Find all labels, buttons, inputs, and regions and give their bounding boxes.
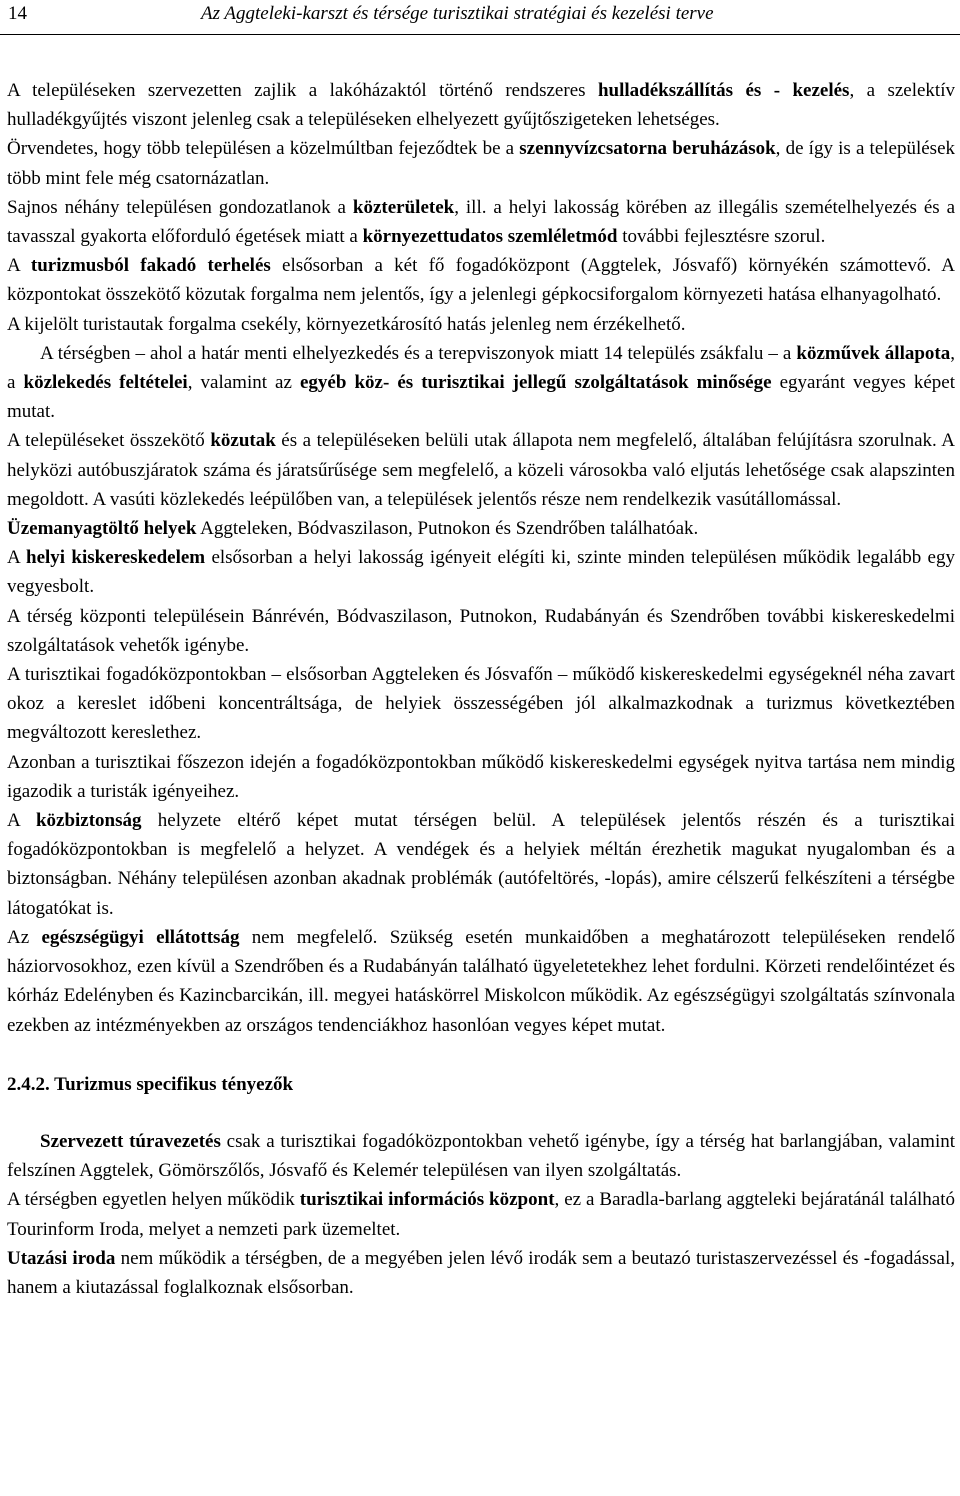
page-number: 14: [8, 3, 27, 24]
header-rule: [0, 34, 960, 35]
text-run: A: [7, 547, 27, 569]
paragraphs-before: [7, 76, 955, 1040]
bold-text: turisztikai információs központ: [299, 1189, 555, 1211]
paragraph: [7, 134, 955, 192]
text-run: A településeken szervezetten zajlik a lakóházaktól történő rendszeres: [7, 80, 598, 101]
bold-text: hulladékszállítás és - kezelés: [597, 80, 850, 101]
text-run: nem működik a térségben, de a megyében jelen lévő irodák sem a beutazó turistaszervezéssel és -fogadással, hanem a kiutazással foglalkoznak elsősorban.: [7, 1247, 955, 1298]
paragraph: [7, 193, 955, 251]
bold-text: egyéb köz- és turisztikai jellegű szolgáltatások minősége: [299, 372, 772, 394]
text-run: nem megfelelő. Szükség esetén munkaidőben a meghatározott településeken rendelő háziorvosokhoz, ezen kívül a Szendrőben és a Rudabányán található ügyeletetekhez lehet fordulni. Körzeti rendelőintézet és kórház Edelényben és Kazincbarcikán, ill. megyei hatáskörrel Miskolcon működik. Az egészségügyi szolgáltatás színvonala ezekben az intézményekben az országos tendenciákhoz hasonlóan vegyes képet mutat.: [7, 926, 956, 1036]
text-run: Sajnos néhány településen gondozatlanok a: [7, 196, 353, 218]
paragraph: [7, 339, 955, 427]
text-run: , a: [7, 342, 955, 394]
paragraph: [7, 76, 955, 134]
bold-text: szennyvízcsatorna beruházások: [519, 138, 776, 160]
running-title: Az Aggteleki-karszt és térsége turisztikai stratégiai és kezelési terve: [201, 3, 714, 24]
bold-text: helyi kiskereskedelem: [26, 547, 206, 569]
paragraph: [7, 1244, 955, 1302]
section-heading: 2.4.2. Turizmus specifikus tényezők: [7, 1073, 294, 1095]
text-run: , de így is a települések több mint fele még csatornázatlan.: [7, 138, 955, 189]
paragraph: [7, 310, 955, 339]
text-run: , ill. a helyi lakosság körében az illegális szemételhelyezés és a tavasszal gyakorta előforduló égetések miatt a: [7, 196, 955, 248]
text-run: A: [7, 255, 31, 277]
paragraphs-after: [7, 1127, 955, 1302]
text-run: egyaránt vegyes képet mutat.: [7, 372, 956, 423]
bold-text: környezettudatos szemléletmód: [362, 226, 618, 248]
paragraph: [7, 748, 955, 806]
text-run: A kijelölt turistautak forgalma csekély, környezetkárosító hatás jelenleg nem érzékelhető.: [7, 313, 686, 335]
text-run: , ez a Baradla-barlang aggteleki bejáratánál található Tourinform Iroda, melyet a nemzeti park üzemeltet.: [7, 1189, 955, 1240]
paragraph: [7, 923, 955, 1040]
bold-text: egészségügyi ellátottság: [41, 926, 240, 948]
paragraph: [7, 806, 955, 923]
text-run: A térségben egyetlen helyen működik: [7, 1189, 300, 1211]
text-run: , valamint az: [187, 372, 300, 394]
text-run: Örvendetes, hogy több településen a közelmúltban fejeződtek be a: [7, 138, 520, 160]
paragraph: [7, 543, 955, 601]
paragraph: [7, 426, 955, 514]
text-run: A településeket összekötő: [7, 430, 211, 452]
text-run: Az: [7, 926, 42, 948]
text-run: A térség központi településein Bánrévén, Bódvaszilason, Putnokon, Rudabányán és Szendrőben további kiskereskedelmi szolgáltatások vehetők igénybe.: [7, 605, 955, 656]
text-run: és a településeken belüli utak állapota nem megfelelő, általában felújításra szorulnak. A helyközi autóbuszjáratok száma és járatsűrűsége sem megfelelő, a közeli városokba való eljutás lehetősége csak alapszinten megoldott. A vasúti közlekedés leépülőben van, a települések jelentős része nem rendelkezik vasútállomással.: [7, 430, 955, 510]
paragraph: [7, 1185, 955, 1243]
bold-text: közművek állapota: [796, 342, 951, 364]
text-run: A turisztikai fogadóközpontokban – elsősorban Aggteleken és Jósvafőn – működő kiskereskedelmi egységeknél néha zavart okoz a kereslet időbeni koncentráltsága, de helyiek összességében jól alkalmazkodnak a turizmus következtében megváltozott kereslethez.: [7, 664, 955, 744]
text-run: helyzete eltérő képet mutat térségen belül. A települések jelentős részén és a turisztikai fogadóközpontokban is megfelelő a helyzet. A vendégek és a helyiek méltán érezhetik magukat nyugalomban és a biztonságban. Néhány településen azonban akadnak problémák (autófeltörés, -lopás), amire célszerű felkészíteni a térségbe látogatókat is.: [7, 810, 955, 919]
bold-text: közbiztonság: [35, 810, 142, 832]
text-run: elsősorban a két fő fogadóközpont (Aggtelek, Jósvafő) környékén számottevő. A központokat összekötő közutak forgalma nem jelentős, így a jelenlegi gépkocsiforgalom környezeti hatása elhanyagolható.: [7, 255, 955, 306]
bold-text: Szervezett túravezetés: [40, 1130, 221, 1152]
paragraph: [7, 514, 955, 543]
bold-text: közlekedés feltételei: [23, 372, 188, 394]
paragraph: [7, 660, 955, 748]
text-run: elsősorban a helyi lakosság igényeit elégíti ki, szinte minden településen működik legalább egy vegyesbolt.: [7, 547, 955, 598]
text-run: A: [7, 810, 36, 832]
paragraph: [7, 602, 955, 660]
paragraph: [7, 1127, 955, 1185]
text-run: Aggteleken, Bódvaszilason, Putnokon és Szendrőben találhatóak.: [196, 518, 699, 540]
bold-text: Utazási iroda: [7, 1247, 116, 1269]
bold-text: közutak: [210, 430, 276, 452]
paragraph: [7, 251, 955, 309]
bold-text: turizmusból fakadó terhelés: [30, 255, 271, 277]
page-header: [0, 0, 960, 40]
text-run: Azonban a turisztikai főszezon idején a fogadóközpontokban működő kiskereskedelmi egységek nyitva tartása nem mindig igazodik a turisták igényeihez.: [7, 751, 955, 802]
document-body: [7, 76, 955, 1302]
text-run: csak a turisztikai fogadóközpontokban vehető igénybe, így a térség hat barlangjában, valamint felszínen Aggtelek, Gömörszőlős, Jósvafő és Kelemér településen van ilyen szolgáltatás.: [7, 1130, 955, 1182]
bold-text: Üzemanyagtöltő helyek: [7, 518, 197, 540]
text-run: , a szelektív hulladékgyűjtés viszont jelenleg csak a településeken elhelyezett gyűjtőszigeteken lehetséges.: [7, 80, 955, 131]
bold-text: közterületek: [352, 196, 455, 218]
text-run: további fejlesztésre szorul.: [617, 226, 826, 248]
text-run: A térségben – ahol a határ menti elhelyezkedés és a terepviszonyok miatt 14 település zsákfalu – a: [40, 342, 797, 364]
